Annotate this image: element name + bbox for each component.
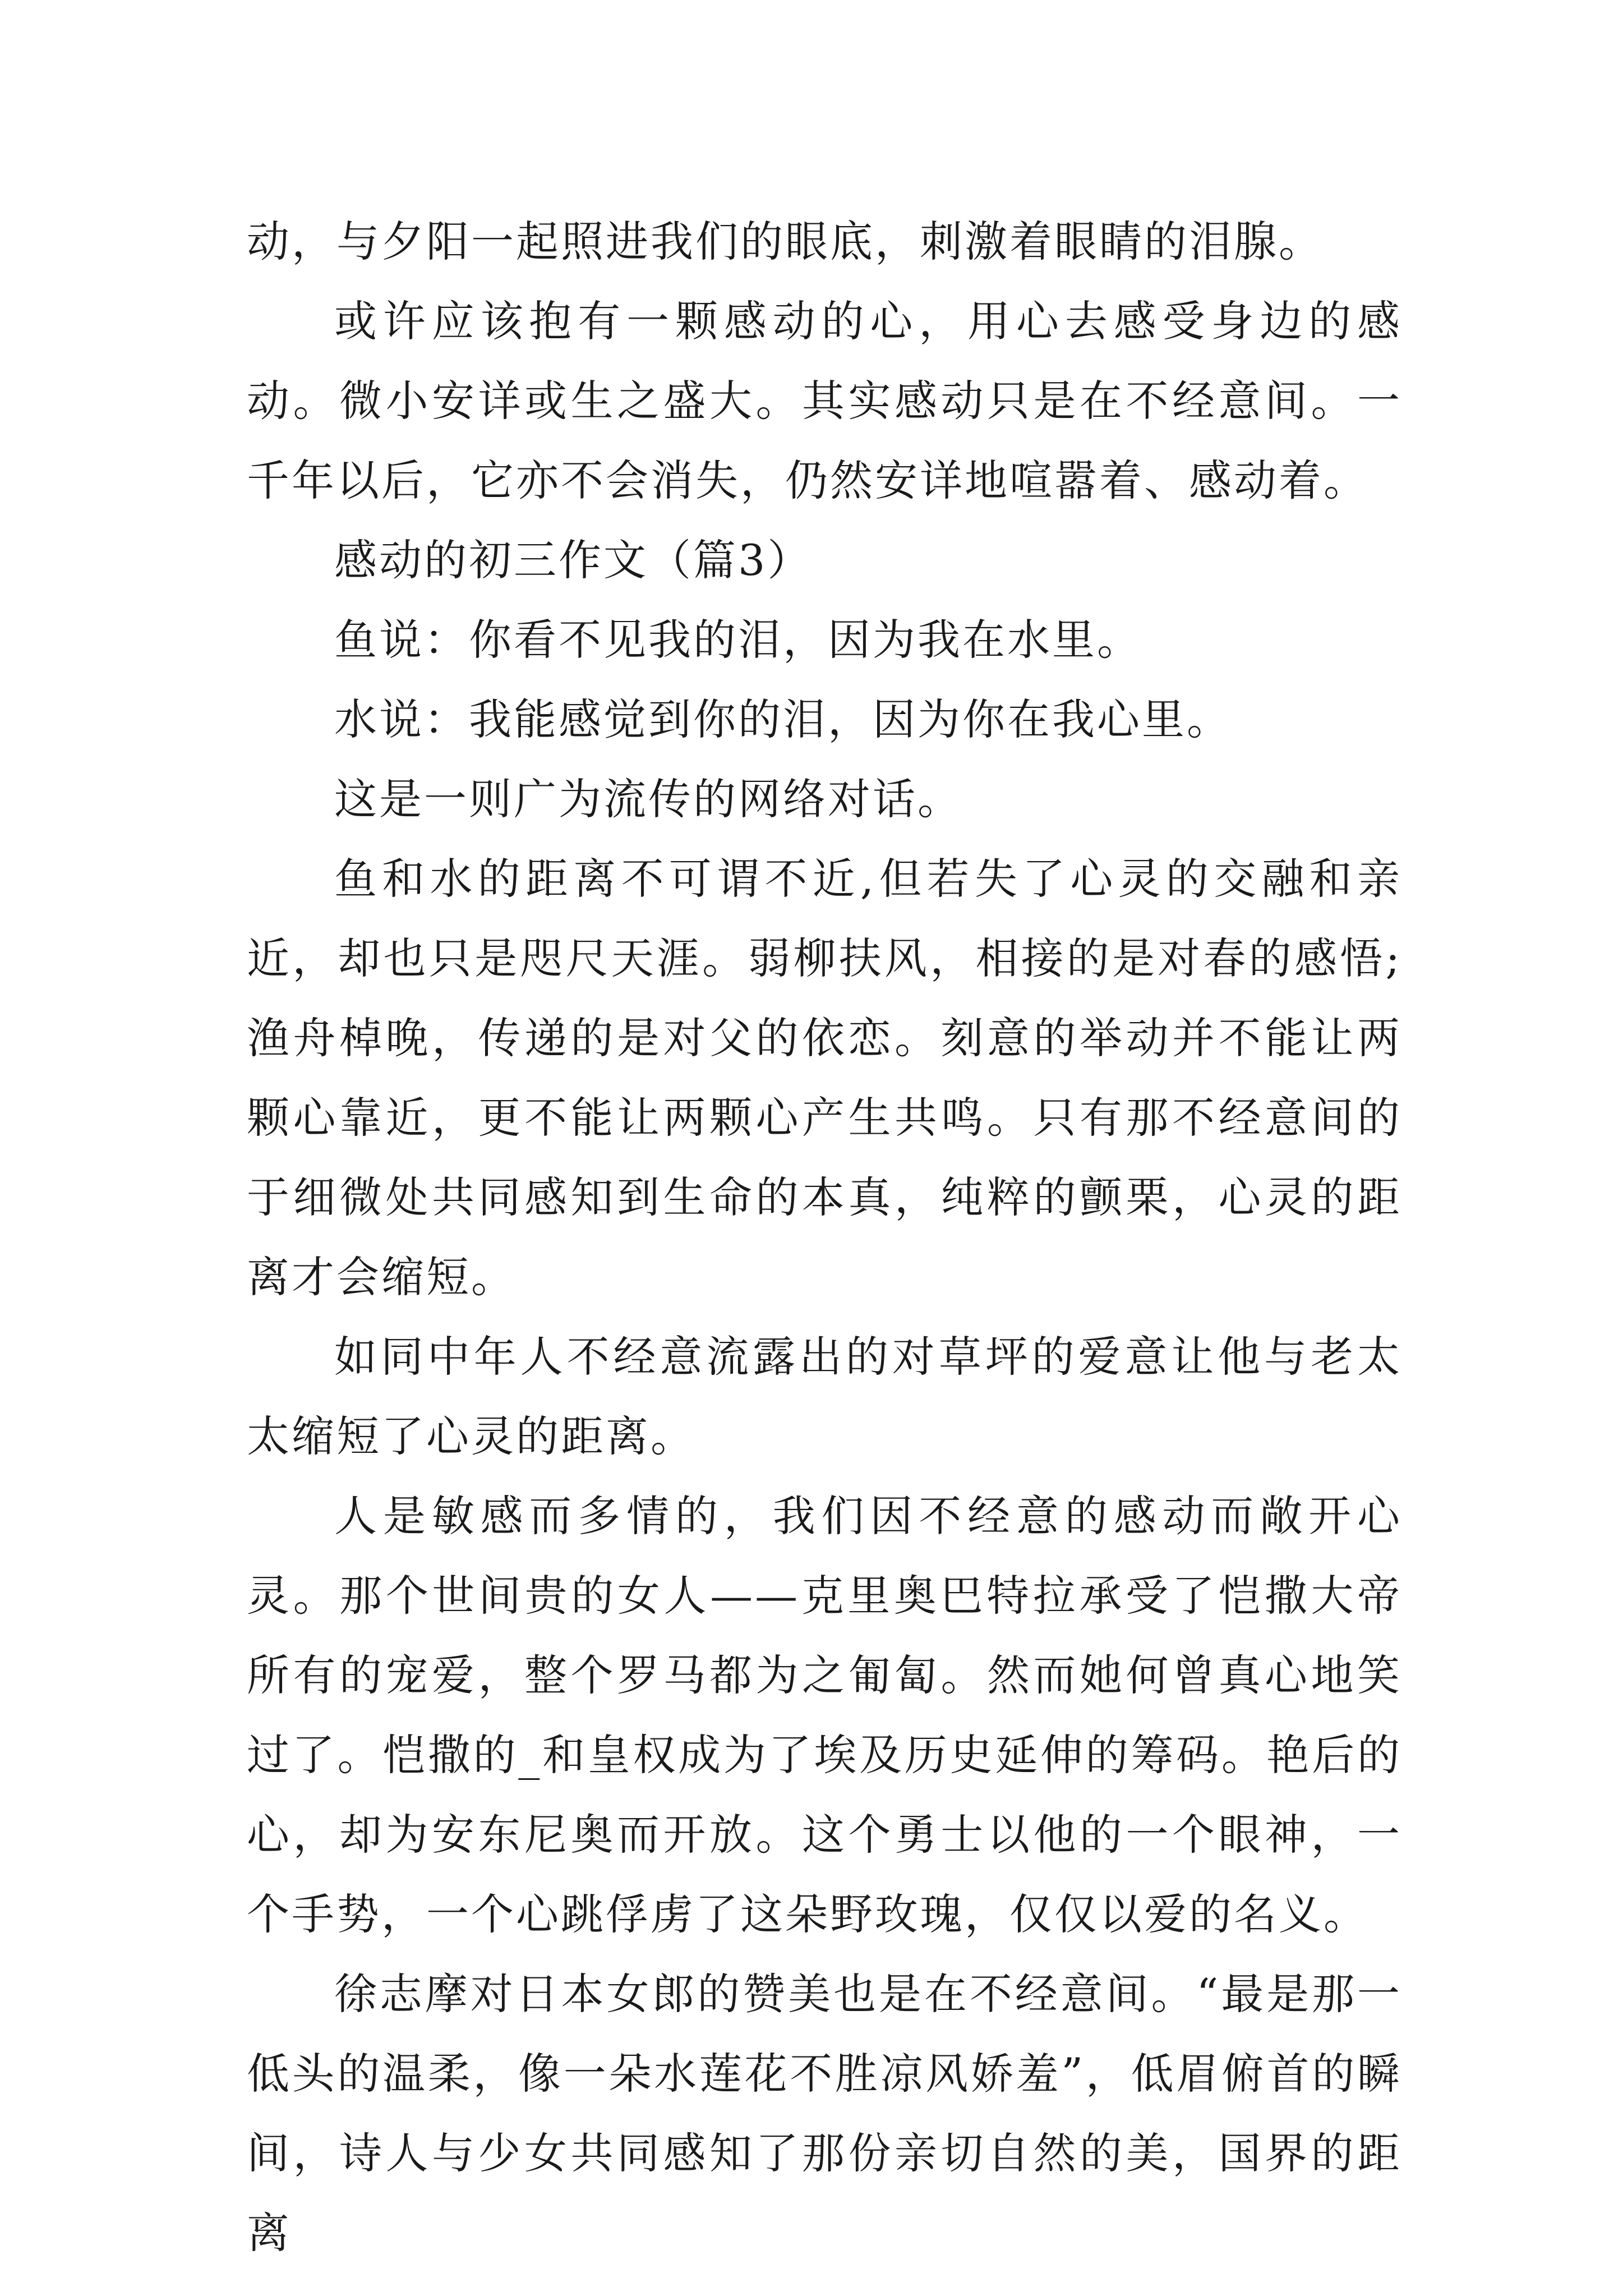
paragraph: 这是一则广为流传的网络对话。: [334, 774, 962, 824]
paragraph: 徐志摩对日本女郎的赞美也是在不经意间。“最是那一低头的温柔，像一朵水莲花不胜凉风娇羞”，低眉俯首的瞬间，诗人与少女共同感知了那份亲切自然的美，国界的距离: [247, 1969, 1402, 2258]
paragraph: 鱼说：你看不见我的泪，因为我在水里。: [334, 615, 1142, 665]
paragraph: 如同中年人不经意流露出的对草坪的爱意让他与老太太缩短了心灵的距离。: [247, 1332, 1402, 1461]
paragraph: 水说：我能感觉到你的泪，因为你在我心里。: [334, 694, 1232, 744]
body-text: [247, 202, 1402, 2273]
paragraph: 鱼和水的距离不可谓不近,但若失了心灵的交融和亲近，却也只是咫尺天涯。弱柳扶风，相接的是对春的感悟;渔舟棹晚，传递的是对父的依恋。刻意的举动并不能让两颗心靠近，更不能让两颗心产生共鸣。只有那不经意间的于细微处共同感知到生命的本真，纯粹的颤栗，心灵的距离才会缩短。: [247, 854, 1402, 1302]
paragraph: 动，与夕阳一起照进我们的眼底，刺激着眼睛的泪腺。: [247, 217, 1324, 266]
section-heading: 感动的初三作文（篇3）: [334, 535, 813, 585]
paragraph: 人是敏感而多情的，我们因不经意的感动而敞开心灵。那个世间贵的女人——克里奥巴特拉承受了恺撒大帝所有的宠爱，整个罗马都为之匍匐。然而她何曾真心地笑过了。恺撒的_和皇权成为了埃及历史延伸的筹码。艳后的心，却为安东尼奥而开放。这个勇士以他的一个眼神，一个手势，一个心跳俘虏了这朵野玫瑰，仅仅以爱的名义。: [247, 1491, 1402, 1939]
paragraph: 或许应该抱有一颗感动的心，用心去感受身边的感动。微小安详或生之盛大。其实感动只是在不经意间。一千年以后，它亦不会消失，仍然安详地喧嚣着、感动着。: [247, 296, 1402, 505]
